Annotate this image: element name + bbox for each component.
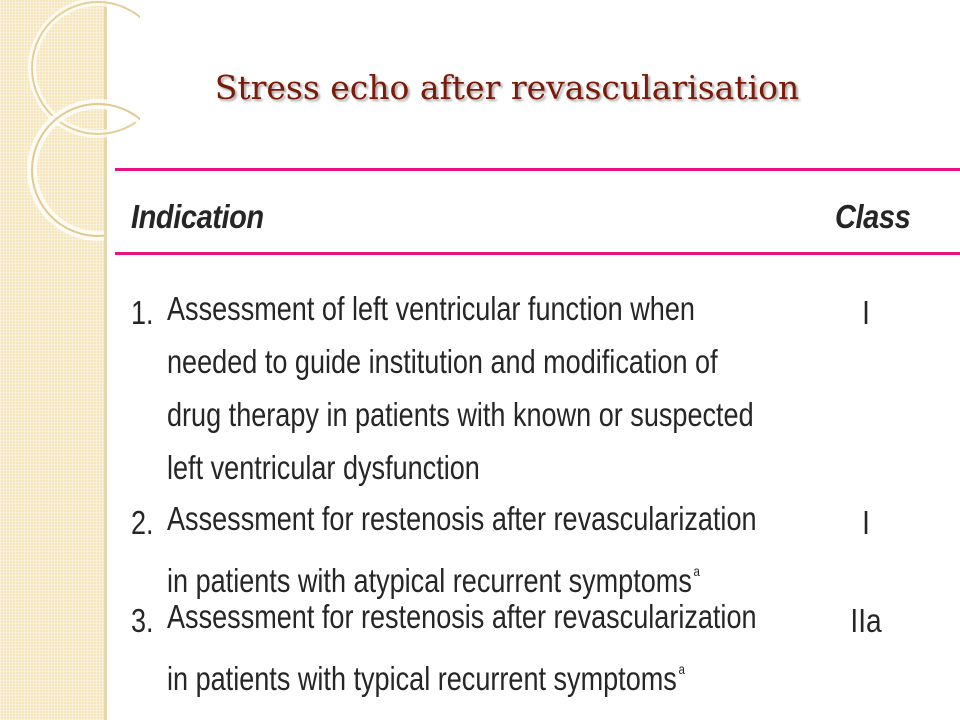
row-number: 3.: [131, 602, 154, 639]
row-text-span: in patients with typical recurrent symptoms: [167, 660, 677, 697]
header-class: Class: [835, 198, 911, 235]
footnote-marker: a: [693, 563, 700, 579]
row-text-line: left ventricular dysfunction: [167, 449, 480, 486]
row-text-line: drug therapy in patients with known or suspected: [167, 396, 754, 433]
header-indication: Indication: [131, 198, 264, 235]
table-top-rule: [115, 168, 960, 171]
slide-title: Stress echo after revascularisation: [214, 68, 800, 107]
row-number: 1.: [131, 294, 154, 331]
row-class: I: [862, 294, 870, 331]
row-text-line: Assessment for restenosis after revascularization: [167, 598, 757, 635]
footnote-marker: a: [678, 661, 685, 677]
row-text-line: Assessment of left ventricular function when: [167, 290, 695, 327]
header-bottom-rule: [115, 252, 960, 255]
row-text-span: in patients with atypical recurrent symptoms: [167, 562, 692, 599]
row-class: IIa: [850, 602, 882, 639]
row-text-line: Assessment for restenosis after revascularization: [167, 500, 757, 537]
row-text-line: needed to guide institution and modification of: [167, 343, 718, 380]
row-class: I: [862, 504, 870, 541]
indications-table: [104, 168, 960, 704]
row-text-line: [167, 643, 685, 704]
row-number: 2.: [131, 504, 154, 541]
